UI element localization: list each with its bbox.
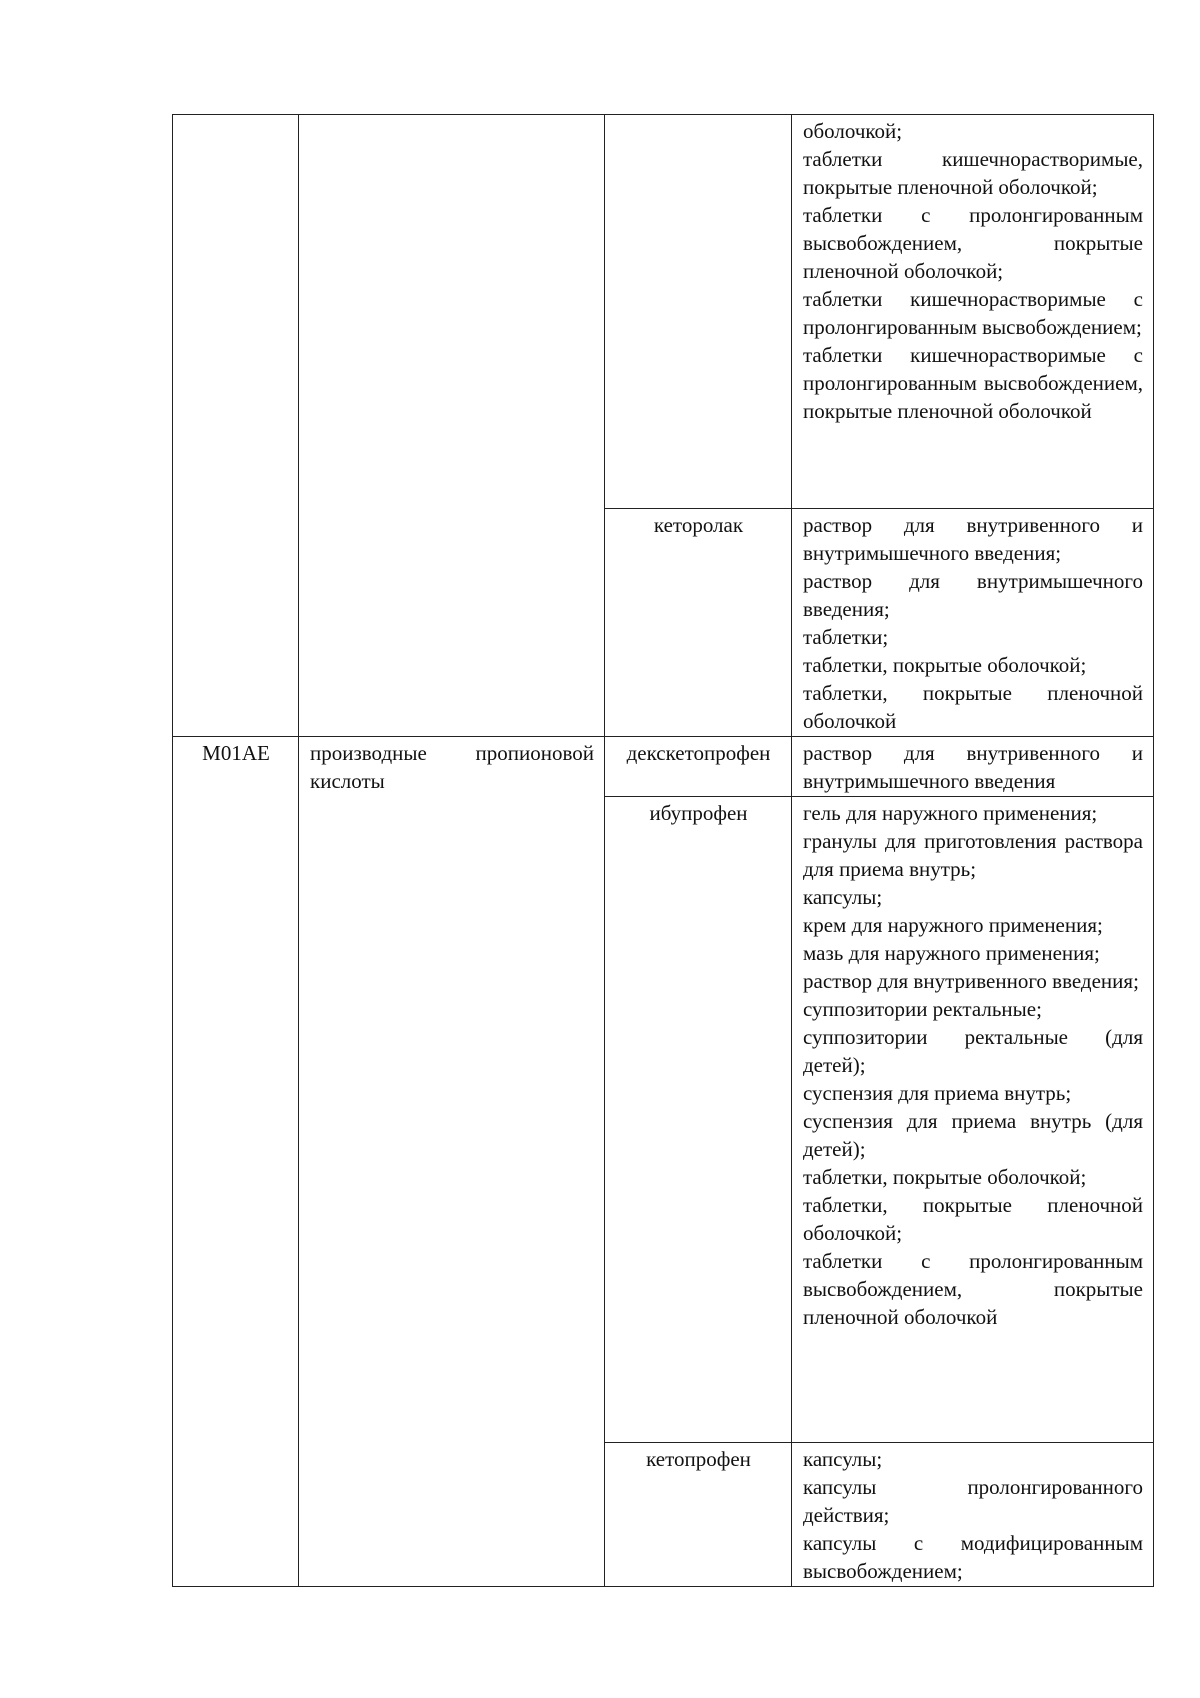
dosage-form-item: оболочкой; <box>803 119 903 143</box>
dosage-form-item: капсулы; <box>803 885 883 909</box>
dosage-form-item: раствор для внутримышечного введения; <box>803 569 1143 621</box>
dosage-form-item: таблетки, покрытые пленочной оболочкой; <box>803 1193 1143 1245</box>
dosage-form-item: таблетки, покрытые оболочкой; <box>803 653 1087 677</box>
dosage-form-item: гранулы для приготовления раствора для приема внутрь; <box>803 829 1143 881</box>
dosage-form-item: таблетки с пролонгированным высвобождением, покрытые пленочной оболочкой; <box>803 203 1143 283</box>
drug-name-cell: декскетопрофен <box>605 737 792 797</box>
dosage-form-item: суппозитории ректальные; <box>803 997 1042 1021</box>
dosage-forms-cell <box>792 737 1154 797</box>
dosage-form-item: таблетки кишечнорастворимые с пролонгированным высвобождением, покрытые пленочной оболочкой <box>803 343 1143 423</box>
atc-code-cell: M01AE <box>173 737 299 1587</box>
drug-name-cell <box>605 115 792 509</box>
atc-code-cell <box>173 115 299 737</box>
drug-name-cell: кеторолак <box>605 509 792 737</box>
dosage-forms-cell <box>792 1443 1154 1587</box>
drug-name-cell: ибупрофен <box>605 797 792 1443</box>
group-name-cell: производные пропионовой кислоты <box>299 737 605 1587</box>
dosage-form-item: таблетки кишечнорастворимые, покрытые пленочной оболочкой; <box>803 147 1143 199</box>
dosage-form-item: капсулы пролонгированного действия; <box>803 1475 1143 1527</box>
dosage-form-item: суппозитории ректальные (для детей); <box>803 1025 1143 1077</box>
dosage-forms-cell <box>792 115 1154 509</box>
table-row <box>173 737 1154 797</box>
dosage-form-item: таблетки с пролонгированным высвобождением, покрытые пленочной оболочкой <box>803 1249 1143 1329</box>
dosage-forms-cell <box>792 509 1154 737</box>
table-row <box>173 115 1154 509</box>
dosage-form-item: гель для наружного применения; <box>803 801 1098 825</box>
dosage-form-item: капсулы с модифицированным высвобождением; <box>803 1531 1143 1583</box>
group-name-cell <box>299 115 605 737</box>
dosage-form-item: мазь для наружного применения; <box>803 941 1100 965</box>
dosage-form-item: таблетки, покрытые пленочной оболочкой <box>803 681 1143 733</box>
dosage-form-item: раствор для внутривенного и внутримышечного введения; <box>803 513 1143 565</box>
dosage-forms-cell <box>792 797 1154 1443</box>
dosage-form-item: суспензия для приема внутрь; <box>803 1081 1072 1105</box>
dosage-form-item: раствор для внутривенного и внутримышечного введения <box>803 741 1143 793</box>
drug-table <box>172 114 1154 1587</box>
drug-name-cell: кетопрофен <box>605 1443 792 1587</box>
dosage-form-item: таблетки кишечнорастворимые с пролонгированным высвобождением; <box>803 287 1143 339</box>
dosage-form-item: крем для наружного применения; <box>803 913 1103 937</box>
dosage-form-item: раствор для внутривенного введения; <box>803 969 1139 993</box>
dosage-form-item: капсулы; <box>803 1447 883 1471</box>
dosage-form-item: суспензия для приема внутрь (для детей); <box>803 1109 1143 1161</box>
dosage-form-item: таблетки; <box>803 625 889 649</box>
dosage-form-item: таблетки, покрытые оболочкой; <box>803 1165 1087 1189</box>
